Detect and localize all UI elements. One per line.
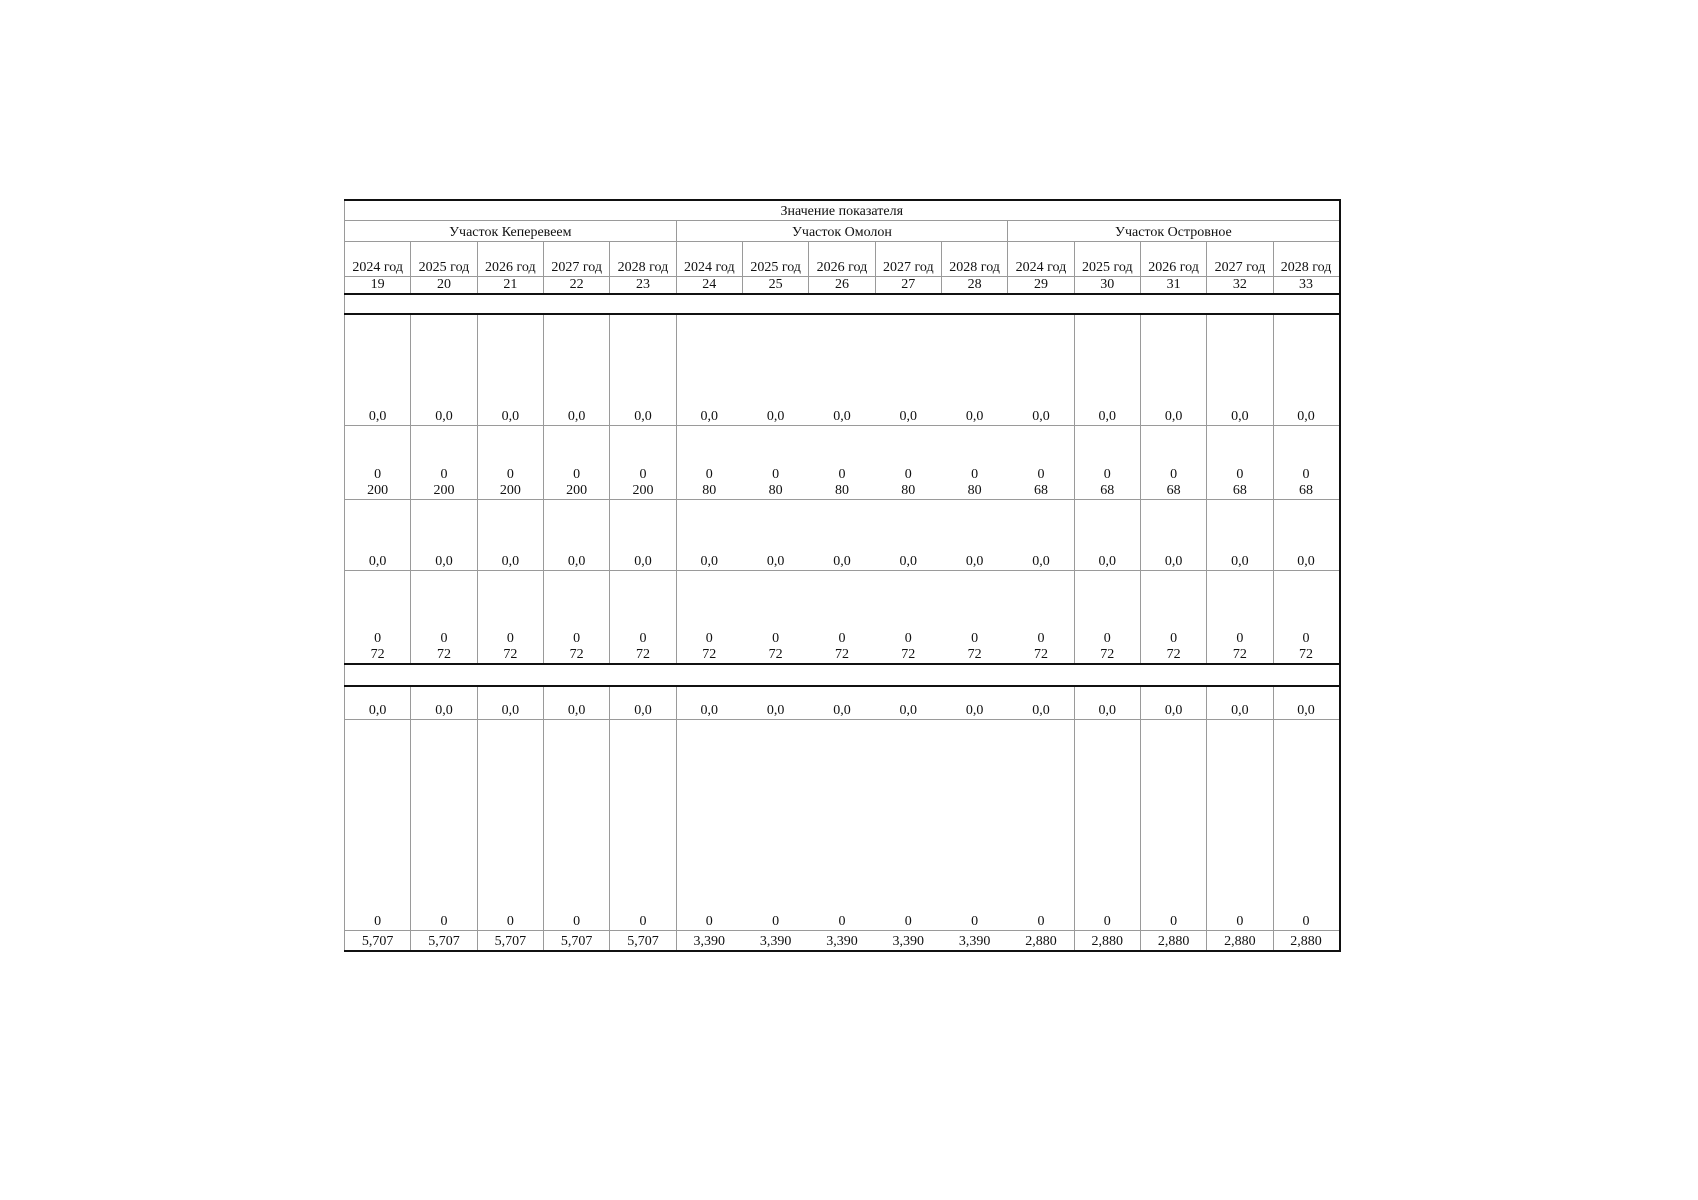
value-cell: 0,0 (809, 500, 875, 571)
value-bottom: 200 (367, 483, 389, 498)
column-number-row (345, 277, 1340, 295)
value-cell: 0,0 (610, 686, 676, 720)
year-header: 2028 год (1273, 242, 1339, 277)
column-number: 24 (676, 277, 742, 295)
value-cell: 0 (543, 720, 609, 931)
column-number: 30 (1074, 277, 1140, 295)
year-header: 2028 год (610, 242, 676, 277)
value-cell (411, 571, 477, 665)
year-header: 2024 год (1008, 242, 1074, 277)
value-cell: 0 (345, 720, 411, 931)
value-bottom: 68 (1166, 483, 1181, 498)
value-bottom: 72 (1166, 647, 1181, 662)
value-top: 0 (1103, 467, 1111, 482)
value-top: 0 (772, 631, 780, 646)
value-cell: 0,0 (1008, 314, 1074, 426)
column-number: 25 (742, 277, 808, 295)
value-cell (1140, 426, 1206, 500)
value-cell (610, 426, 676, 500)
value-cell: 0 (1207, 720, 1273, 931)
indicator-table-sheet (344, 199, 1339, 952)
column-number: 22 (543, 277, 609, 295)
value-bottom: 72 (1299, 647, 1314, 662)
value-cell: 0,0 (1207, 500, 1273, 571)
column-number: 20 (411, 277, 477, 295)
value-bottom: 72 (370, 647, 385, 662)
value-top: 0 (573, 467, 581, 482)
value-cell (941, 426, 1007, 500)
value-cell (543, 426, 609, 500)
value-cell (676, 426, 742, 500)
value-bottom: 72 (1033, 647, 1048, 662)
value-cell (1207, 426, 1273, 500)
value-cell: 0,0 (676, 314, 742, 426)
value-top: 0 (374, 467, 382, 482)
value-cell (543, 571, 609, 665)
value-cell (1140, 571, 1206, 665)
value-top: 0 (573, 631, 581, 646)
value-cell: 0,0 (543, 314, 609, 426)
value-cell: 0,0 (941, 500, 1007, 571)
value-cell (875, 571, 941, 665)
value-cell: 0,0 (1008, 500, 1074, 571)
value-cell (411, 426, 477, 500)
value-cell: 5,707 (610, 931, 676, 952)
value-cell: 0,0 (1074, 500, 1140, 571)
value-cell (676, 571, 742, 665)
value-cell: 0 (411, 720, 477, 931)
value-cell (345, 426, 411, 500)
value-cell (742, 571, 808, 665)
value-cell: 0,0 (809, 686, 875, 720)
year-header: 2028 год (941, 242, 1007, 277)
value-cell: 0,0 (1273, 314, 1339, 426)
value-cell: 0,0 (1140, 500, 1206, 571)
value-cell: 0,0 (1140, 314, 1206, 426)
value-cell: 0 (1008, 720, 1074, 931)
section-break-row (345, 664, 1340, 686)
year-header: 2027 год (543, 242, 609, 277)
value-top: 0 (838, 467, 846, 482)
column-number: 29 (1008, 277, 1074, 295)
data-row-c (345, 500, 1340, 571)
value-cell: 0,0 (477, 500, 543, 571)
year-header: 2025 год (742, 242, 808, 277)
value-cell: 0,0 (411, 500, 477, 571)
column-number: 26 (809, 277, 875, 295)
value-cell: 3,390 (676, 931, 742, 952)
value-cell: 2,880 (1273, 931, 1339, 952)
value-cell: 0,0 (676, 500, 742, 571)
value-top: 0 (374, 631, 382, 646)
value-top: 0 (705, 467, 713, 482)
value-top: 0 (904, 631, 912, 646)
value-cell (1074, 426, 1140, 500)
value-cell: 0,0 (411, 314, 477, 426)
year-header: 2024 год (345, 242, 411, 277)
value-cell: 5,707 (543, 931, 609, 952)
value-bottom: 72 (967, 647, 982, 662)
value-cell: 0 (1140, 720, 1206, 931)
value-cell: 0,0 (1273, 686, 1339, 720)
indicator-table (344, 199, 1341, 952)
value-top: 0 (1170, 467, 1178, 482)
value-top: 0 (506, 467, 514, 482)
year-header: 2025 год (411, 242, 477, 277)
table-title-row (345, 200, 1340, 221)
column-number: 21 (477, 277, 543, 295)
value-bottom: 72 (503, 647, 518, 662)
value-cell: 3,390 (875, 931, 941, 952)
column-number: 27 (875, 277, 941, 295)
column-number: 31 (1140, 277, 1206, 295)
value-top: 0 (772, 467, 780, 482)
value-bottom: 72 (1100, 647, 1115, 662)
value-top: 0 (971, 631, 979, 646)
value-top: 0 (1236, 467, 1244, 482)
value-top: 0 (838, 631, 846, 646)
value-cell: 0,0 (742, 500, 808, 571)
value-top: 0 (440, 631, 448, 646)
value-bottom: 200 (499, 483, 521, 498)
value-cell (1074, 571, 1140, 665)
year-header-row (345, 242, 1340, 277)
value-cell: 0,0 (543, 500, 609, 571)
value-cell (1008, 426, 1074, 500)
value-cell: 0 (477, 720, 543, 931)
value-bottom: 200 (632, 483, 654, 498)
value-cell: 0,0 (875, 314, 941, 426)
value-bottom: 72 (768, 647, 783, 662)
value-cell: 0,0 (875, 686, 941, 720)
value-cell: 0,0 (742, 686, 808, 720)
value-bottom: 68 (1100, 483, 1115, 498)
column-number: 23 (610, 277, 676, 295)
value-bottom: 72 (436, 647, 451, 662)
value-cell: 0,0 (1074, 314, 1140, 426)
value-cell: 0,0 (1140, 686, 1206, 720)
value-bottom: 72 (901, 647, 916, 662)
value-top: 0 (705, 631, 713, 646)
value-cell (809, 426, 875, 500)
value-cell: 0 (742, 720, 808, 931)
data-row-a (345, 314, 1340, 426)
value-cell: 3,390 (742, 931, 808, 952)
value-cell: 0,0 (875, 500, 941, 571)
value-cell: 0,0 (676, 686, 742, 720)
value-cell: 5,707 (345, 931, 411, 952)
value-bottom: 200 (566, 483, 588, 498)
value-cell (345, 571, 411, 665)
column-number: 19 (345, 277, 411, 295)
value-bottom: 80 (901, 483, 916, 498)
value-bottom: 72 (569, 647, 584, 662)
value-cell (1207, 571, 1273, 665)
value-bottom: 200 (433, 483, 455, 498)
value-cell (941, 571, 1007, 665)
value-top: 0 (440, 467, 448, 482)
value-cell: 0,0 (1207, 686, 1273, 720)
value-cell: 0,0 (1074, 686, 1140, 720)
value-bottom: 80 (702, 483, 717, 498)
column-number: 32 (1207, 277, 1273, 295)
value-bottom: 80 (834, 483, 849, 498)
data-row-g (345, 720, 1340, 931)
value-cell: 0,0 (742, 314, 808, 426)
value-top: 0 (1236, 631, 1244, 646)
value-cell: 0 (1074, 720, 1140, 931)
value-cell: 0 (676, 720, 742, 931)
value-bottom: 72 (702, 647, 717, 662)
value-cell: 3,390 (941, 931, 1007, 952)
value-cell: 0,0 (941, 314, 1007, 426)
value-cell (875, 426, 941, 500)
value-cell (1273, 426, 1339, 500)
value-bottom: 68 (1033, 483, 1048, 498)
value-top: 0 (639, 631, 647, 646)
value-cell: 2,880 (1074, 931, 1140, 952)
value-cell: 0,0 (941, 686, 1007, 720)
section-header-row (345, 221, 1340, 242)
value-cell: 0 (941, 720, 1007, 931)
year-header: 2027 год (875, 242, 941, 277)
year-header: 2026 год (809, 242, 875, 277)
value-top: 0 (1302, 631, 1310, 646)
value-top: 0 (1037, 631, 1045, 646)
value-cell: 0 (1273, 720, 1339, 931)
section-header: Участок Кеперевеем (345, 221, 677, 242)
value-cell (1008, 571, 1074, 665)
value-cell: 0,0 (1207, 314, 1273, 426)
value-cell: 2,880 (1140, 931, 1206, 952)
data-row-h (345, 931, 1340, 952)
section-header: Участок Омолон (676, 221, 1008, 242)
value-top: 0 (639, 467, 647, 482)
value-cell (610, 571, 676, 665)
value-cell: 5,707 (477, 931, 543, 952)
section-header: Участок Островное (1008, 221, 1340, 242)
value-cell: 0,0 (345, 500, 411, 571)
value-cell (809, 571, 875, 665)
spacer-row (345, 294, 1340, 314)
value-cell (1273, 571, 1339, 665)
value-cell: 0,0 (610, 500, 676, 571)
value-top: 0 (904, 467, 912, 482)
value-cell: 0,0 (1008, 686, 1074, 720)
value-cell: 0 (809, 720, 875, 931)
value-cell: 3,390 (809, 931, 875, 952)
value-cell: 0 (610, 720, 676, 931)
value-cell: 5,707 (411, 931, 477, 952)
value-bottom: 72 (1232, 647, 1247, 662)
value-cell: 0,0 (477, 686, 543, 720)
section-break-cell (345, 664, 1340, 686)
year-header: 2026 год (1140, 242, 1206, 277)
value-cell (742, 426, 808, 500)
data-row-b (345, 426, 1340, 500)
value-cell: 2,880 (1008, 931, 1074, 952)
value-cell: 0,0 (345, 686, 411, 720)
data-row-d (345, 571, 1340, 665)
value-bottom: 72 (834, 647, 849, 662)
value-top: 0 (1103, 631, 1111, 646)
spacer-cell (345, 294, 1340, 314)
value-top: 0 (1302, 467, 1310, 482)
value-top: 0 (1170, 631, 1178, 646)
value-bottom: 68 (1232, 483, 1247, 498)
value-cell: 0,0 (477, 314, 543, 426)
value-top: 0 (506, 631, 514, 646)
table-title: Значение показателя (345, 200, 1340, 221)
value-bottom: 72 (635, 647, 650, 662)
value-bottom: 80 (967, 483, 982, 498)
value-top: 0 (1037, 467, 1045, 482)
value-cell: 0,0 (543, 686, 609, 720)
value-cell: 2,880 (1207, 931, 1273, 952)
value-cell: 0,0 (345, 314, 411, 426)
column-number: 28 (941, 277, 1007, 295)
year-header: 2024 год (676, 242, 742, 277)
value-bottom: 80 (768, 483, 783, 498)
column-number: 33 (1273, 277, 1339, 295)
data-row-f (345, 686, 1340, 720)
value-cell: 0,0 (809, 314, 875, 426)
value-cell: 0,0 (411, 686, 477, 720)
year-header: 2027 год (1207, 242, 1273, 277)
value-cell (477, 571, 543, 665)
value-cell: 0,0 (1273, 500, 1339, 571)
year-header: 2026 год (477, 242, 543, 277)
value-cell: 0,0 (610, 314, 676, 426)
value-cell: 0 (875, 720, 941, 931)
year-header: 2025 год (1074, 242, 1140, 277)
value-bottom: 68 (1299, 483, 1314, 498)
value-cell (477, 426, 543, 500)
value-top: 0 (971, 467, 979, 482)
